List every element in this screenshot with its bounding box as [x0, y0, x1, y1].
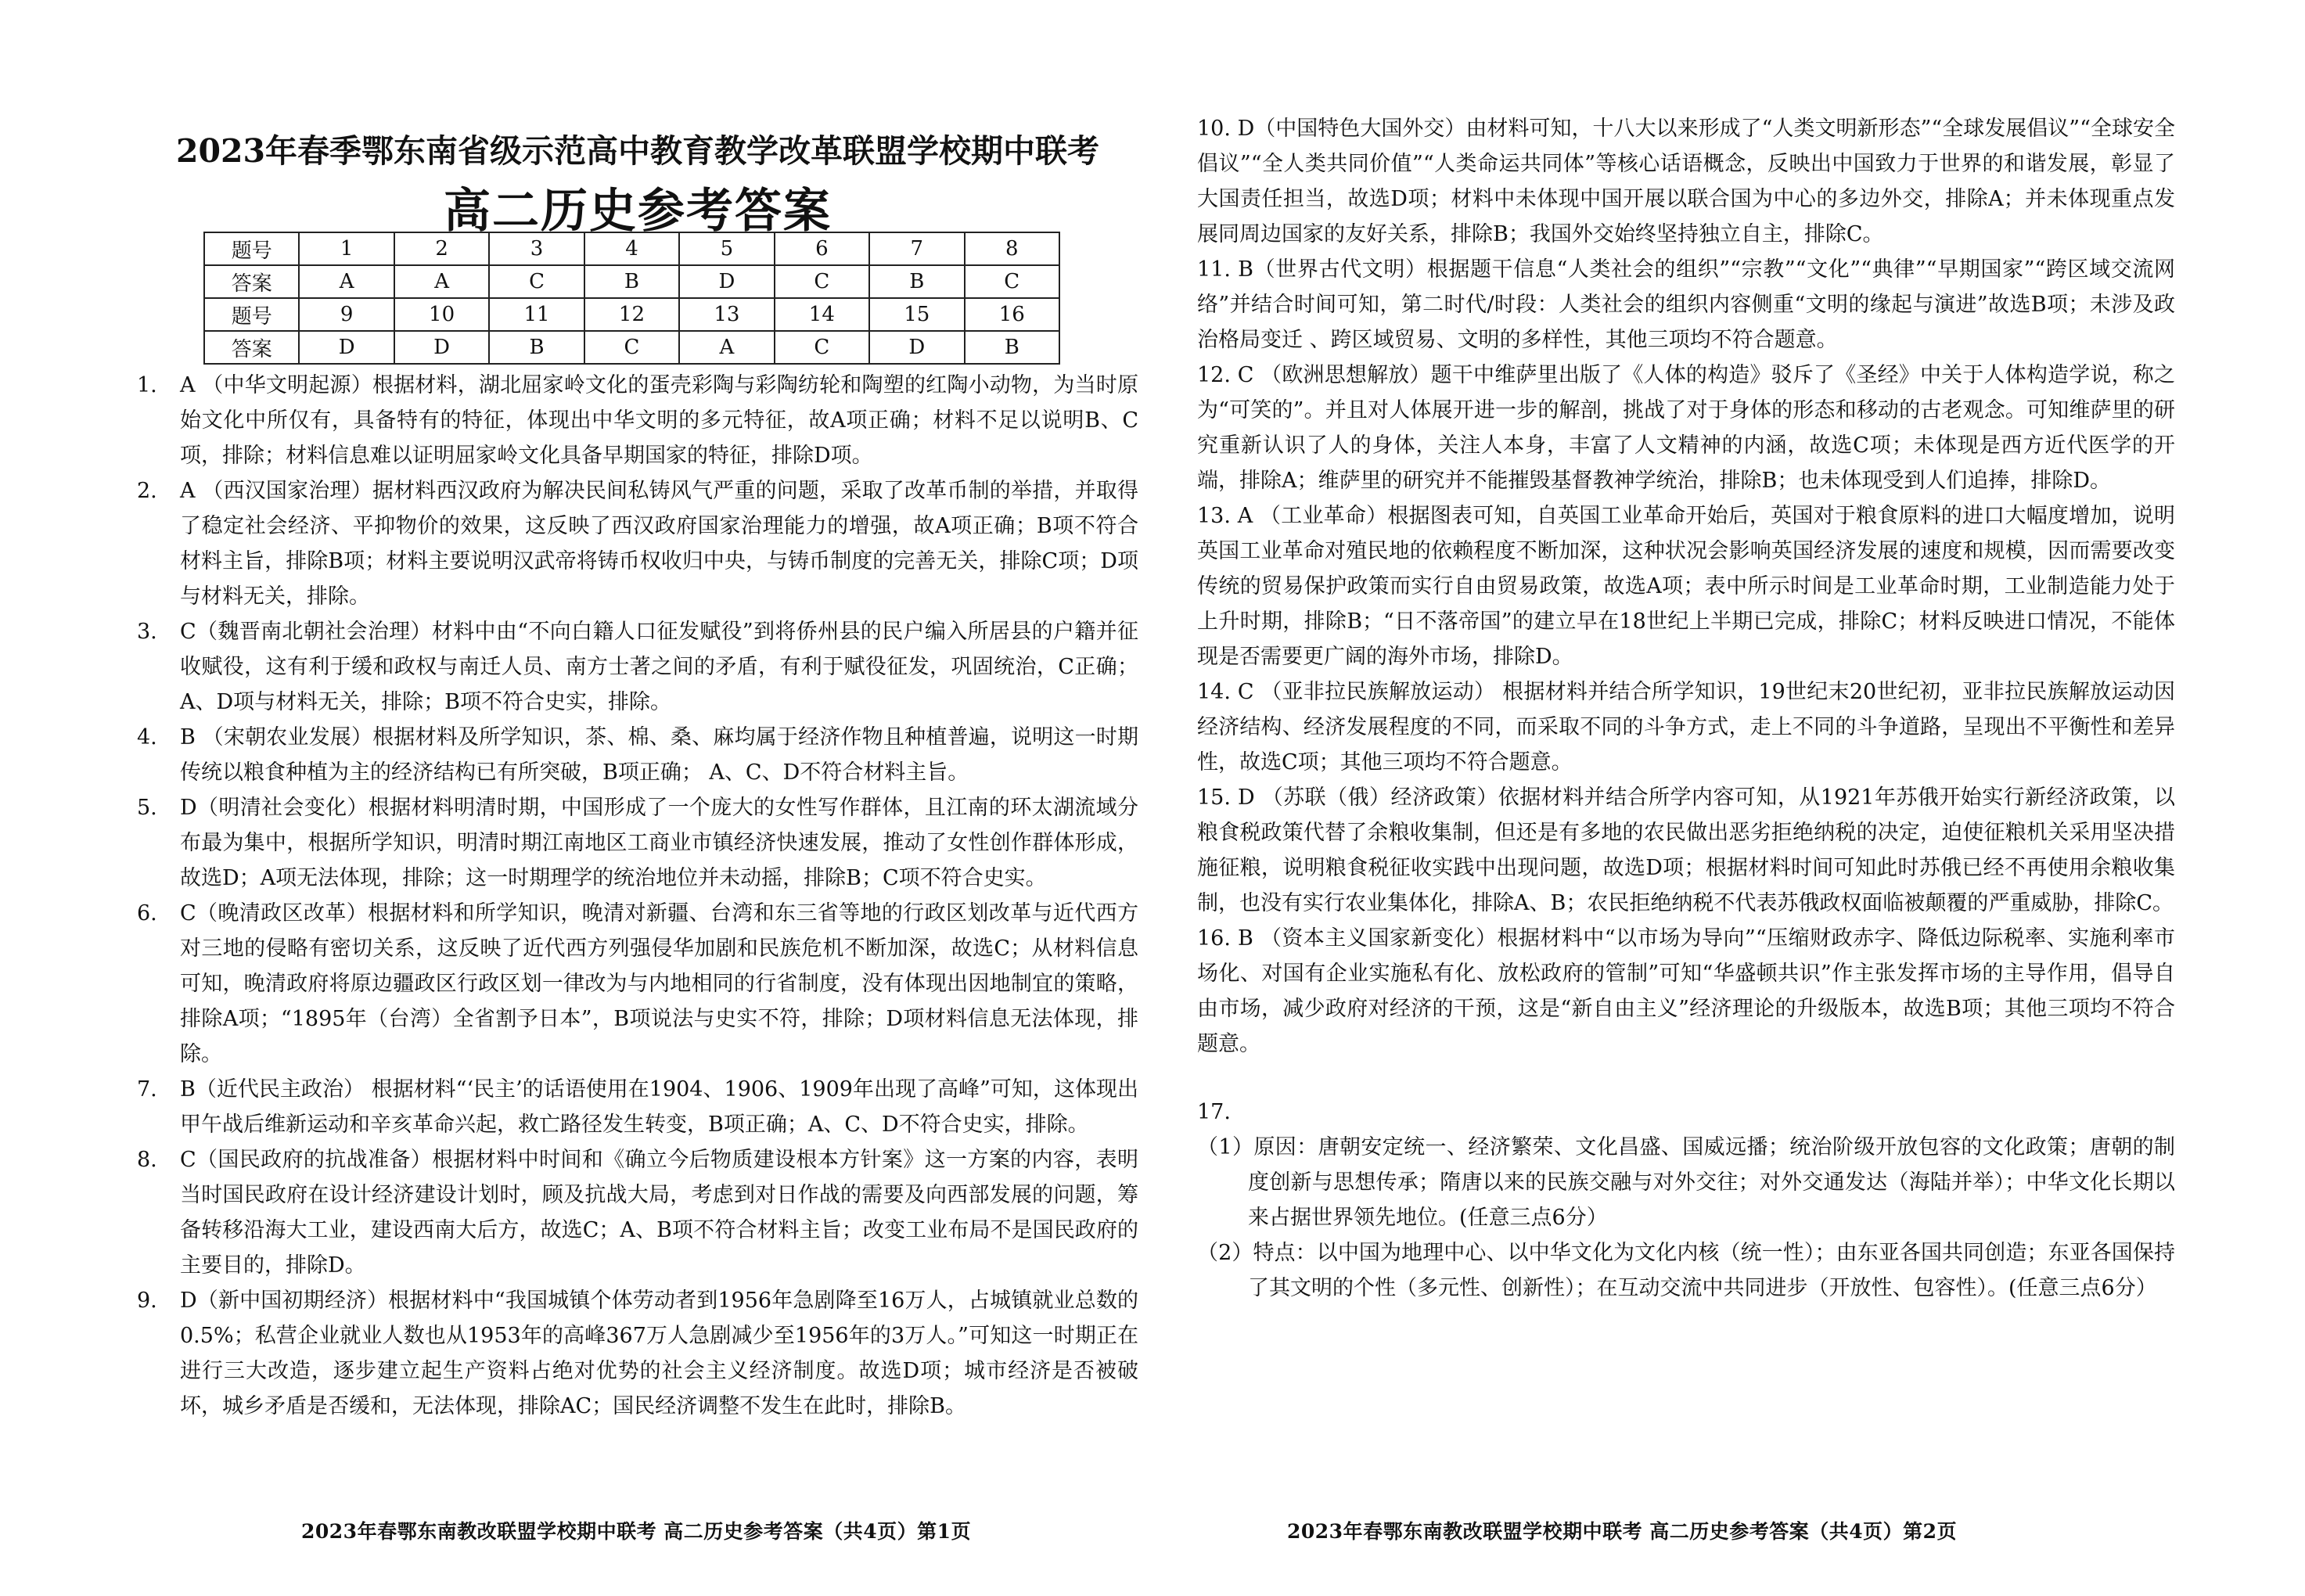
list-item	[137, 473, 1138, 614]
question-number: 6	[775, 232, 869, 265]
list-item	[137, 1072, 1138, 1142]
question-number: 5	[679, 232, 774, 265]
item-text: C（国民政府的抗战准备）根据材料中时间和《确立今后物质建设根本方针案》这一方案的内容，表明当时国民政府在设计经济建设计划时，顾及抗战大局，考虑到对日作战的需要及向西部发展的问题，筹备转移沿海大工业，建设西南大后方，故选C；A、B项不符合材料主旨；改变工业布局不是国民政府的主要目的，排除D。	[180, 1148, 1138, 1278]
list-item	[1197, 358, 2175, 498]
table-row	[204, 298, 1059, 331]
item-number: 6.	[137, 901, 157, 926]
answer-cell: A	[679, 331, 774, 364]
answer-key-title: 高二历史参考答案	[444, 184, 832, 239]
item-number: 9.	[137, 1289, 157, 1313]
item-number: 4.	[137, 725, 157, 749]
row-label: 题号	[204, 298, 299, 331]
answer-cell: B	[489, 331, 584, 364]
item-number: 1.	[137, 373, 157, 397]
question-number: 15	[869, 298, 964, 331]
question-17-number: 17.	[1197, 1100, 1231, 1124]
list-item	[1197, 252, 2175, 358]
item-text: A （中华文明起源）根据材料，湖北屈家岭文化的蛋壳彩陶与彩陶纺轮和陶塑的红陶小动物，为当时原始文化中所仅有，具备特有的特征，体现出中华文明的多元特征，故A项正确；材料不足以说明B、C项，排除；材料信息难以证明屈家岭文化具备早期国家的特征，排除D项。	[180, 373, 1138, 468]
answer-cell: B	[869, 265, 964, 298]
item-number: 16.	[1197, 926, 1231, 951]
item-text: C（魏晋南北朝社会治理）材料中由“不向白籍人口征发赋役”到将侨州县的民户编入所居县的户籍并征收赋役，这有利于缓和政权与南迁人员、南方士著之间的矛盾，有利于赋役征发，巩固统治，C正确；A、D项与材料无关，排除；B项不符合史实，排除。	[180, 620, 1138, 714]
item-number: 13.	[1197, 504, 1231, 528]
list-item	[137, 1283, 1138, 1424]
answer-cell: A	[394, 265, 489, 298]
question-17-part-2: （2）特点：以中国为地理中心、以中华文化为文化内核（统一性）；由东亚各国共同创造；东亚各国保持了其文明的个性（多元性、创新性）；在互动交流中共同进步（开放性、包容性）。(任意三点6分）	[1197, 1241, 2175, 1300]
answer-cell: D	[869, 331, 964, 364]
question-17-part-1: （1）原因：唐朝安定统一、经济繁荣、文化昌盛、国威远播；统治阶级开放包容的文化政策；唐朝的制度创新与思想传承；隋唐以来的民族交融与对外交往；对外交通发达（海陆并举）；中华文化长期以来占据世界领先地位。(任意三点6分）	[1197, 1135, 2175, 1230]
question-number: 1	[299, 232, 394, 265]
table-row	[204, 331, 1059, 364]
page-footer-left: 2023年春鄂东南教改联盟学校期中联考 高二历史参考答案（共4页）第1页	[301, 1520, 972, 1543]
item-number: 10.	[1197, 117, 1231, 141]
list-item	[1197, 674, 2175, 780]
question-number: 12	[584, 298, 679, 331]
item-text: D （苏联（俄）经济政策）依据材料并结合所学内容可知，从1921年苏俄开始实行新经济政策，以粮食税政策代替了余粮收集制，但还是有多地的农民做出恶劣拒绝纳税的决定，迫使征粮机关采用坚决措施征粮，说明粮食税征收实践中出现问题，故选D项；根据材料时间可知此时苏俄已经不再使用余粮收集制，也没有实行农业集体化，排除A、B；农民拒绝纳税不代表苏俄政权面临被颠覆的严重威胁，排除C。	[1197, 785, 2175, 915]
list-item	[137, 368, 1138, 473]
answer-table	[203, 232, 1060, 365]
item-text: B （资本主义国家新变化）根据材料中“以市场为导向”“压缩财政赤字、降低边际税率、实施利率市场化、对国有企业实施私有化、放松政府的管制”可知“华盛顿共识”作主张发挥市场的主导作用，倡导自由市场，减少政府对经济的干预，这是“新自由主义”经济理论的升级版本，故选B项；其他三项均不符合题意。	[1197, 926, 2175, 1056]
answer-explanations-left	[137, 368, 1138, 1424]
list-item	[137, 896, 1138, 1072]
answer-cell: C	[775, 331, 869, 364]
row-label: 答案	[204, 265, 299, 298]
list-item	[1197, 921, 2175, 1062]
item-text: B （宋朝农业发展）根据材料及所学知识，茶、棉、桑、麻均属于经济作物且种植普遍，说明这一时期传统以粮食种植为主的经济结构已有所突破，B项正确； A、C、D不符合材料主旨。	[180, 725, 1138, 785]
question-number: 3	[489, 232, 584, 265]
answer-cell: D	[299, 331, 394, 364]
item-text: C（晚清政区改革）根据材料和所学知识，晚清对新疆、台湾和东三省等地的行政区划改革与近代西方对三地的侵略有密切关系，这反映了近代西方列强侵华加剧和民族危机不断加深，故选C；从材料信息可知，晚清政府将原边疆政区行政区划一律改为与内地相同的行省制度，没有体现出因地制宜的策略，排除A项；“1895年（台湾）全省割予日本”，B项说法与史实不符，排除；D项材料信息无法体现，排除。	[180, 901, 1138, 1066]
item-number: 2.	[137, 479, 157, 503]
answer-cell: A	[299, 265, 394, 298]
item-text: C （亚非拉民族解放运动） 根据材料并结合所学知识，19世纪末20世纪初，亚非拉民族解放运动因经济结构、经济发展程度的不同，而采取不同的斗争方式，走上不同的斗争道路，呈现出不平衡性和差异性，故选C项；其他三项均不符合题意。	[1197, 680, 2175, 775]
item-number: 7.	[137, 1077, 157, 1102]
right-page	[1197, 0, 2175, 1596]
answer-cell: B	[965, 331, 1060, 364]
item-text: A （西汉国家治理）据材料西汉政府为解决民间私铸风气严重的问题，采取了改革币制的举措，并取得了稳定社会经济、平抑物价的效果，这反映了西汉政府国家治理能力的增强，故A项正确；B项不符合材料主旨，排除B项；材料主要说明汉武帝将铸币权收归中央，与铸币制度的完善无关，排除C项；D项与材料无关，排除。	[180, 479, 1138, 609]
question-number: 14	[775, 298, 869, 331]
list-item	[137, 614, 1138, 720]
list-item	[1197, 111, 2175, 252]
list-item	[137, 1142, 1138, 1283]
answer-cell: C	[775, 265, 869, 298]
left-page	[137, 0, 1138, 1596]
row-label: 题号	[204, 232, 299, 265]
question-number: 7	[869, 232, 964, 265]
answer-cell: C	[965, 265, 1060, 298]
question-number: 10	[394, 298, 489, 331]
question-number: 4	[584, 232, 679, 265]
table-row	[204, 265, 1059, 298]
item-text: A （工业革命）根据图表可知，自英国工业革命开始后，英国对于粮食原料的进口大幅度增加，说明英国工业革命对殖民地的依赖程度不断加深，这种状况会影响英国经济发展的速度和规模，因而需要改变传统的贸易保护政策而实行自由贸易政策，故选A项；表中所示时间是工业革命时期，工业制造能力处于上升时期，排除B；“日不落帝国”的建立早在18世纪上半期已完成，排除C；材料反映进口情况，不能体现是否需要更广阔的海外市场，排除D。	[1197, 504, 2175, 669]
item-text: D（中国特色大国外交）由材料可知，十八大以来形成了“人类文明新形态”“全球发展倡议”“全球安全倡议”“全人类共同价值”“人类命运共同体”等核心话语概念，反映出中国致力于世界的和谐发展，彰显了大国责任担当，故选D项；材料中未体现中国开展以联合国为中心的多边外交，排除A；并未体现重点发展同周边国家的友好关系，排除B；我国外交始终坚持独立自主，排除C。	[1197, 117, 2175, 246]
answer-cell: B	[584, 265, 679, 298]
item-number: 8.	[137, 1148, 157, 1172]
answer-cell: D	[679, 265, 774, 298]
question-number: 16	[965, 298, 1060, 331]
list-item	[137, 790, 1138, 896]
item-text: B（世界古代文明）根据题干信息“人类社会的组织”“宗教”“文化”“典律”“早期国家”“跨区域交流网络”并结合时间可知，第二时代/时段：人类社会的组织内容侧重“文明的缘起与演进”故选B项；未涉及政治格局变迁 、跨区域贸易、文明的多样性，其他三项均不符合题意。	[1197, 257, 2175, 352]
item-number: 5.	[137, 796, 157, 820]
question-number: 2	[394, 232, 489, 265]
question-number: 8	[965, 232, 1060, 265]
item-number: 3.	[137, 620, 157, 644]
item-text: C （欧洲思想解放）题干中维萨里出版了《人体的构造》驳斥了《圣经》中关于人体构造学说，称之为“可笑的”。并且对人体展开进一步的解剖，挑战了对于身体的形态和移动的古老观念。可知维萨里的研究重新认识了人的身体，关注人本身，丰富了人文精神的内涵，故选C项；未体现是西方近代医学的开端，排除A；维萨里的研究并不能摧毁基督教神学统治，排除B；也未体现受到人们追捧，排除D。	[1197, 363, 2175, 493]
question-number: 9	[299, 298, 394, 331]
question-number: 13	[679, 298, 774, 331]
exam-title: 2023年春季鄂东南省级示范高中教育教学改革联盟学校期中联考	[175, 132, 1100, 170]
row-label: 答案	[204, 331, 299, 364]
list-item	[1197, 498, 2175, 674]
item-text: B（近代民主政治） 根据材料“‘民主’的话语使用在1904、1906、1909年出现了高峰”可知，这体现出甲午战后维新运动和辛亥革命兴起，救亡路径发生转变，B项正确；A、C、D不符合史实，排除。	[180, 1077, 1138, 1137]
answer-explanations-right	[1197, 111, 2175, 1306]
table-row	[204, 232, 1059, 265]
answer-cell: D	[394, 331, 489, 364]
item-number: 15.	[1197, 785, 1231, 810]
item-text: D（新中国初期经济）根据材料中“我国城镇个体劳动者到1956年急剧降至16万人，占城镇就业总数的0.5%；私营企业就业人数也从1953年的高峰367万人急剧减少至1956年的3万人。”可知这一时期正在进行三大改造，逐步建立起生产资料占绝对优势的社会主义经济制度。故选D项；城市经济是否被破坏，城乡矛盾是否缓和，无法体现，排除AC；国民经济调整不发生在此时，排除B。	[180, 1289, 1138, 1418]
list-item	[1197, 780, 2175, 921]
item-number: 14.	[1197, 680, 1231, 704]
list-item	[137, 720, 1138, 790]
answer-cell: C	[489, 265, 584, 298]
item-text: D（明清社会变化）根据材料明清时期，中国形成了一个庞大的女性写作群体，且江南的环太湖流域分布最为集中，根据所学知识，明清时期江南地区工商业市镇经济快速发展，推动了女性创作群体形成，故选D；A项无法体现，排除；这一时期理学的统治地位并未动摇，排除B；C项不符合史实。	[180, 796, 1138, 890]
item-number: 11.	[1197, 257, 1231, 282]
page-footer-right: 2023年春鄂东南教改联盟学校期中联考 高二历史参考答案（共4页）第2页	[1287, 1520, 1958, 1543]
question-number: 11	[489, 298, 584, 331]
answer-cell: C	[584, 331, 679, 364]
item-number: 12.	[1197, 363, 1231, 387]
